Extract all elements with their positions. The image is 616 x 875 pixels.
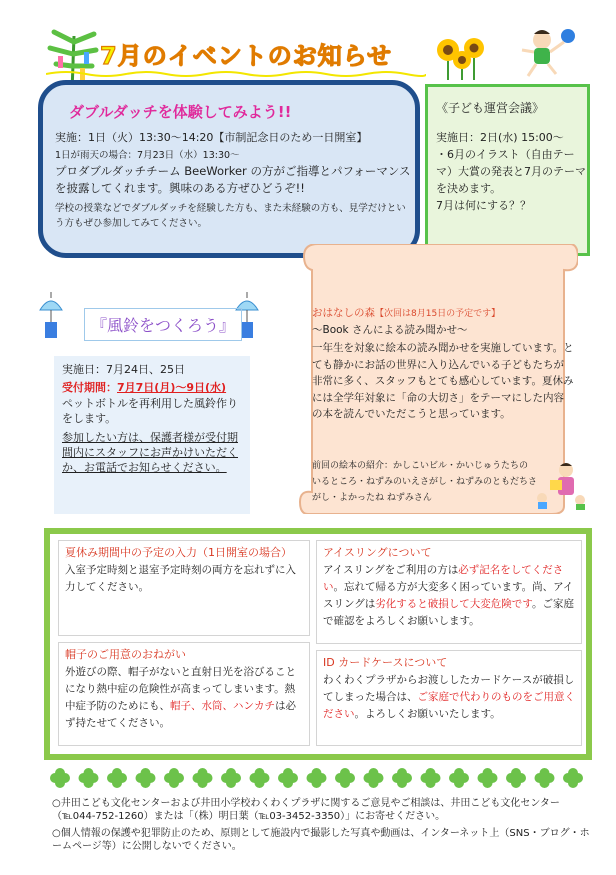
clover-icon (449, 768, 469, 788)
clover-icon (307, 768, 327, 788)
double-dutch-description: プロダブルダッチチーム BeeWorker の方がご指導とパフォーマンスを披露してくれます。興味のある方ぜひどうぞ!! (55, 164, 411, 195)
kids-council-section (425, 84, 590, 256)
notice-id-card (316, 650, 582, 746)
story-previous-titles: かしこいビル・かいじゅうたちのいるところ・ねずみのいえさがし・ねずみのともだちさがし・よかったね ねずみさん (312, 461, 538, 503)
story-next-date: 【次回は8月15日の予定です】 (375, 309, 501, 319)
story-previous-label: 前回の絵本の紹介： (312, 461, 394, 471)
clover-icon (563, 768, 583, 788)
clover-icon (250, 768, 270, 788)
double-dutch-section (38, 80, 420, 258)
clover-row (48, 766, 588, 790)
clover-icon (136, 768, 156, 788)
notice-schedule (58, 540, 310, 636)
notice-schedule-body: 入室予定時刻と退室予定時刻の両方を忘れずに入力してください。 (65, 564, 296, 593)
double-dutch-rain-date: 1日が雨天の場合：7月23日（水）13:30〜 (55, 150, 240, 161)
clover-icon (193, 768, 213, 788)
notice-hat (58, 642, 310, 746)
clover-icon (364, 768, 384, 788)
wind-chime-description: ペットボトルを再利用した風鈴作りをします。 (62, 397, 238, 425)
wind-chime-period-label: 受付期間： (62, 381, 117, 394)
notice-ice-ring (316, 540, 582, 644)
story-heading-row (312, 305, 564, 323)
story-description: 一年生を対象に絵本の読み聞かせを実施しています。とても静かにお話の世界に入り込んでいる子どもたちが非常に多く、スタッフもとても感心しています。夏休みには全学年対象に「命の大切さ」をテーマにした内容の本を読んでいただこうと思っています。 (312, 342, 574, 420)
notice-ice-ring-body: アイスリングをご利用の方は必ず記名をしてください。忘れて帰る方が大変多く困っています。尚、アイスリングは劣化すると破損して大変危険です。ご家庭で確認をよろしくお願いします。 (323, 564, 574, 627)
kids-council-item: ・6月のイラスト（自由テーマ）大賞の発表と7月のテーマを決めます。 (436, 148, 586, 195)
double-dutch-heading: ダブルダッチを体験してみよう!! (69, 103, 292, 121)
kids-council-heading: 《子ども運営会議》 (436, 101, 545, 115)
clover-icon (535, 768, 555, 788)
clover-icon (164, 768, 184, 788)
sunflower-icon (434, 36, 490, 80)
wind-chime-note: 参加したい方は、保護者様が受付期間内にスタッフにお声かけいただくか、お電話でお知らせください。 (62, 431, 238, 474)
wind-chime-date: 実施日：7月24日、25日 (62, 363, 185, 376)
title-wave (46, 70, 426, 78)
story-subheading: 〜Book さんによる読み聞かせ〜 (312, 324, 468, 336)
reading-teacher-icon (536, 460, 588, 510)
kids-council-question: 7月は何にする？？ (436, 199, 531, 212)
wind-chime-period (62, 380, 248, 395)
footer-privacy: ○個人情報の保護や犯罪防止のため、原則として施設内で撮影した写真や動画は、インターネット上（SNS・ブログ・ホームページ等）に公開しないでください。 (52, 828, 590, 852)
kids-council-date: 実施日：2日(水) 15:00〜 (436, 131, 564, 144)
clover-icon (107, 768, 127, 788)
clover-icon (478, 768, 498, 788)
clover-icon (506, 768, 526, 788)
double-dutch-note: 学校の授業などでダブルダッチを経験した方も、また未経験の方も、見学だけという方もぜひ参加してみてください。 (55, 203, 406, 229)
notice-id-card-heading: ID カードケースについて (323, 656, 448, 669)
running-child-icon (512, 26, 576, 80)
notice-schedule-heading: 夏休み期間中の予定の入力（1日開室の場合） (65, 546, 292, 559)
story-previous-books (312, 458, 537, 506)
footer-contact: ○井田こども文化センターおよび井田小学校わくわくプラザに関するご意見やご相談は、井田こども文化センター（℡044-752-1260）または「（株）明日葉（℡03-3452-3350）」にお寄せください。 (52, 798, 560, 822)
wind-chime-period-value: 7月7日(月)〜9日(水) (117, 381, 227, 394)
notice-hat-body: 外遊びの際、帽子がないと直射日光を浴びることになり熱中症の危険性が高まってしまいます。熱中症予防のためにも、帽子、水筒、ハンカチは必ず持たせてください。 (65, 666, 296, 729)
clover-icon (421, 768, 441, 788)
story-heading: おはなしの森 (312, 307, 375, 319)
notice-hat-heading: 帽子のご用意のおねがい (65, 648, 186, 661)
clover-icon (221, 768, 241, 788)
clover-icon (79, 768, 99, 788)
double-dutch-date: 実施：1日（火）13:30〜14:20【市制記念日のため一日開室】 (55, 131, 368, 144)
clover-icon (392, 768, 412, 788)
wind-chime-section (54, 356, 250, 514)
page-title: 7月のイベントのお知らせ (100, 42, 392, 70)
notice-id-card-body: わくわくプラザからお渡ししたカードケースが破損してしまった場合は、ご家庭で代わりのものをご用意ください。よろしくお願いいたします。 (323, 674, 575, 720)
clover-icon (335, 768, 355, 788)
wind-chime-icon (36, 292, 66, 342)
wind-chime-heading: 『風鈴をつくろう』 (84, 308, 242, 341)
kids-council-body (436, 129, 586, 214)
notice-board (44, 528, 592, 760)
clover-icon (50, 768, 70, 788)
clover-icon (278, 768, 298, 788)
notice-ice-ring-heading: アイスリングについて (323, 546, 432, 559)
